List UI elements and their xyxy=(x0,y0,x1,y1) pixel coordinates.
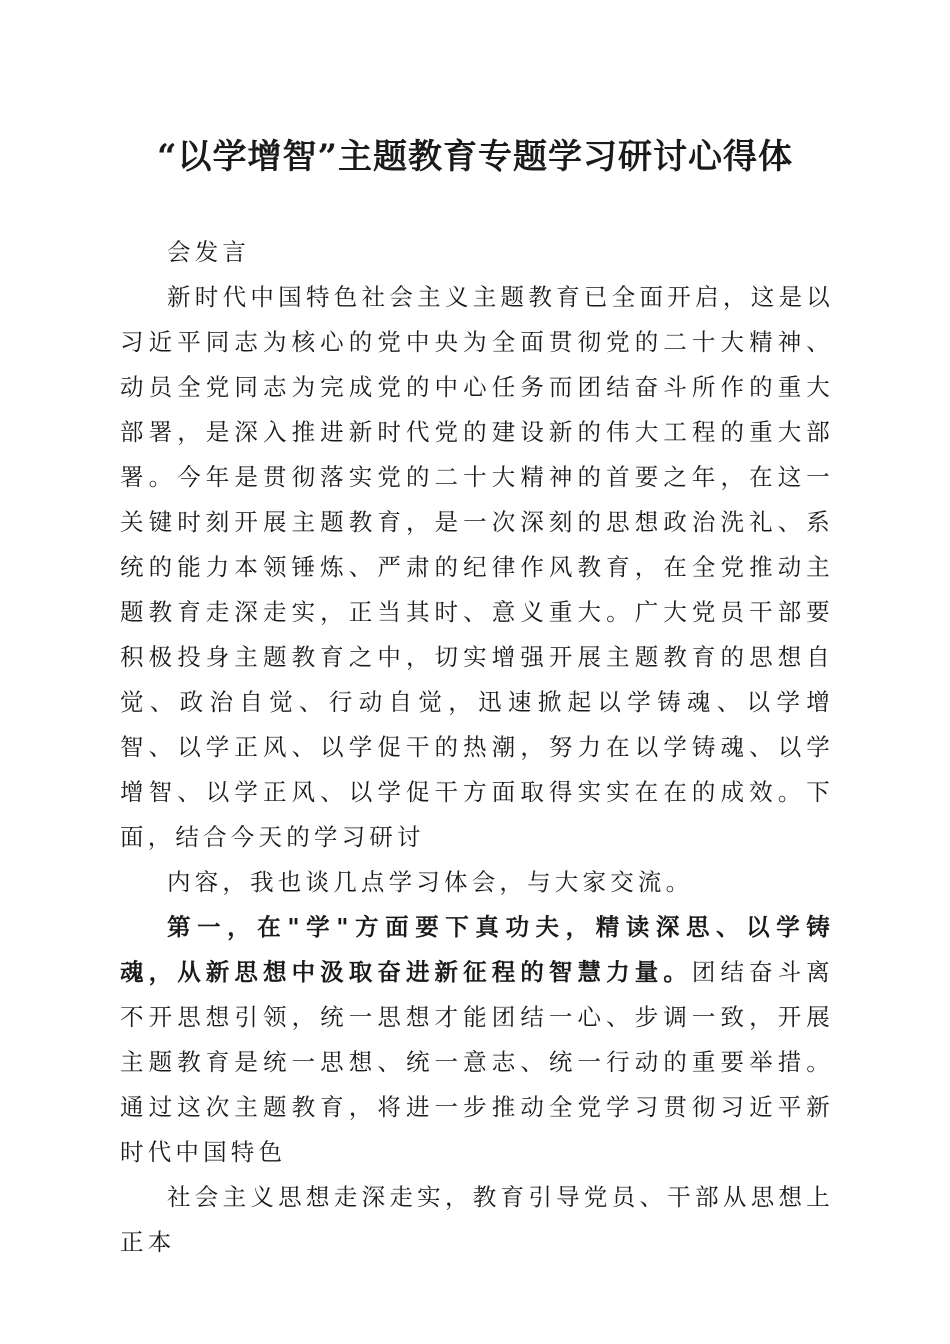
point-one-heading: 第一，在"学"方面要下真功夫，精读深思、以学铸魂，从新思想中汲取奋进新征程的智慧力量。 xyxy=(120,913,834,986)
document-body xyxy=(120,230,834,1265)
paragraph-last: 社会主义思想走深走实，教育引导党员、干部从思想上正本 xyxy=(120,1183,834,1256)
paragraph-point-one xyxy=(120,905,834,1175)
paragraph-intro-continuation: 内容，我也谈几点学习体会，与大家交流。 xyxy=(167,868,694,896)
paragraph-intro: 新时代中国特色社会主义主题教育已全面开启，这是以习近平同志为核心的党中央为全面贯彻党的二十大精神、动员全党同志为完成党的中心任务而团结奋斗所作的重大部署，是深入推进新时代党的建设新的伟大工程的重大部署。今年是贯彻落实党的二十大精神的首要之年，在这一关键时刻开展主题教育，是一次深刻的思想政治洗礼、系统的能力本领锤炼、严肃的纪律作风教育，在全党推动主题教育走深走实，正当其时、意义重大。广大党员干部要积极投身主题教育之中，切实增强开展主题教育的思想自觉、政治自觉、行动自觉，迅速掀起以学铸魂、以学增智、以学正风、以学促干的热潮，努力在以学铸魂、以学增智、以学正风、以学促干方面取得实实在在的成效。下面，结合今天的学习研讨 xyxy=(120,283,834,851)
document-title: “以学增智”主题教育专题学习研讨心得体 xyxy=(156,137,794,177)
paragraph-subtitle-continuation: 会发言 xyxy=(167,238,251,266)
point-one-text: 团结奋斗离不开思想引领，统一思想才能团结一心、步调一致，开展主题教育是统一思想、统一意志、统一行动的重要举措。通过这次主题教育，将进一步推动全党学习贯彻习近平新时代中国特色 xyxy=(120,958,835,1166)
